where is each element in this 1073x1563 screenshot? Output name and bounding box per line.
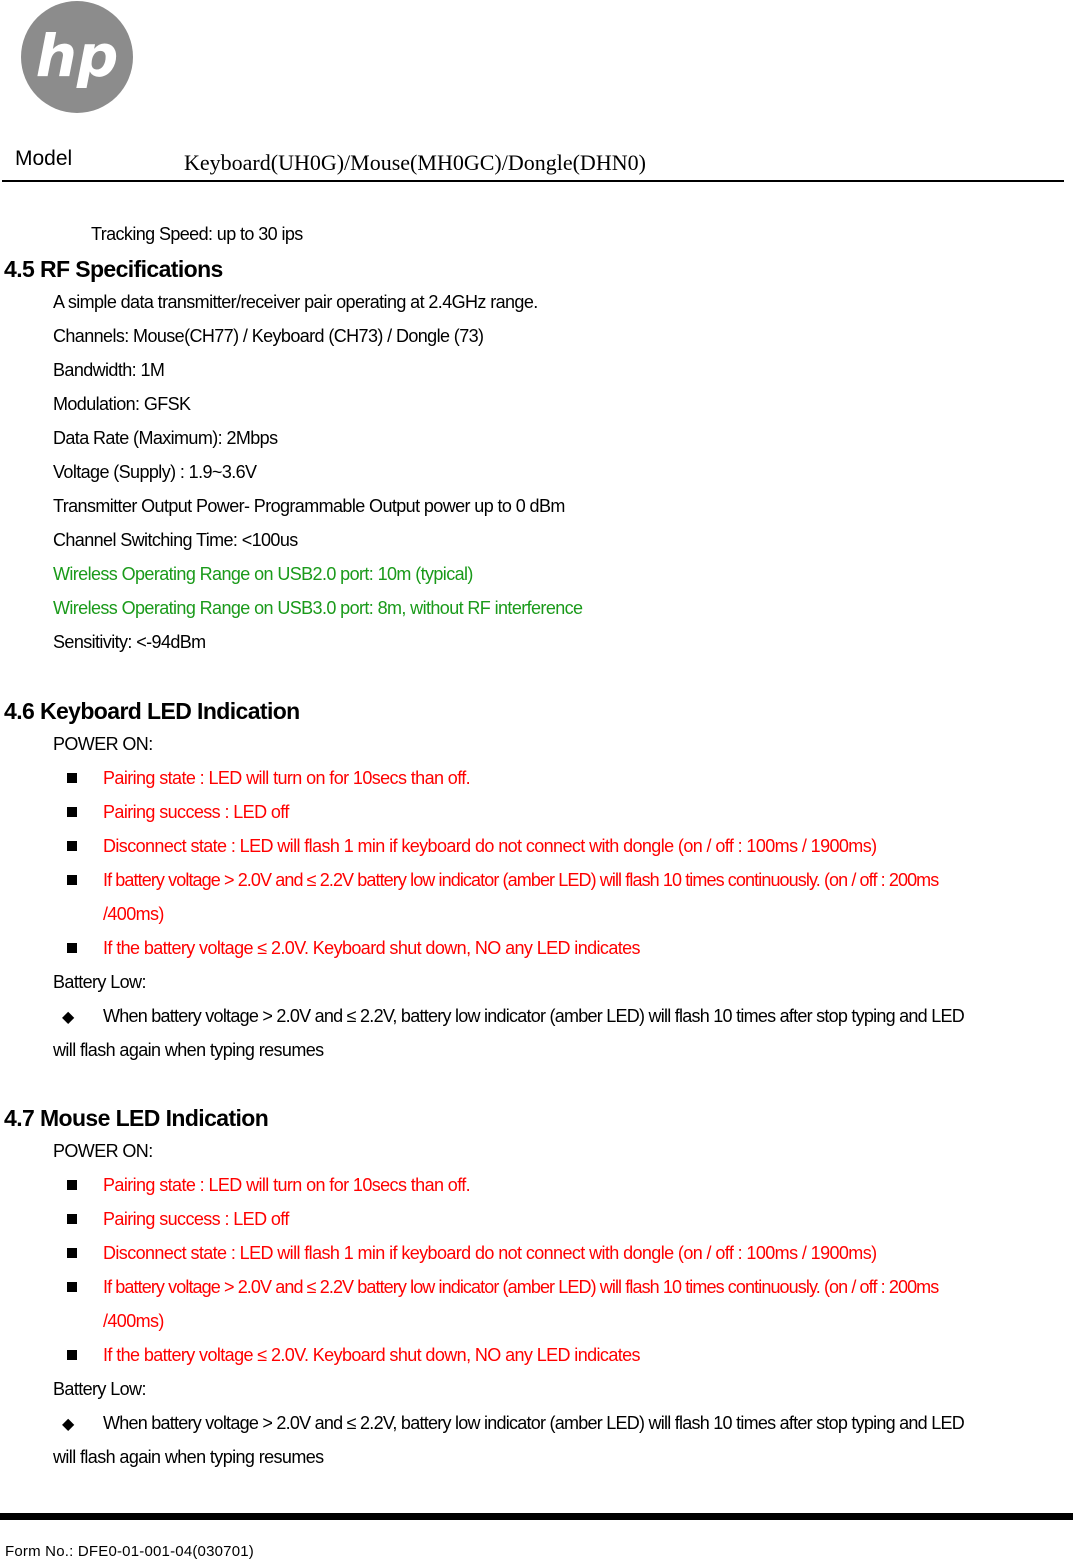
diamond-bullet-icon: ◆ [62, 1009, 75, 1026]
hp-logo [20, 0, 134, 114]
square-bullet-icon [67, 841, 77, 851]
model-label: Model [15, 147, 73, 170]
square-bullet-icon [67, 807, 77, 817]
header-divider [2, 180, 1064, 182]
rf-heading: 4.5 RF Specifications [4, 256, 223, 282]
keyboard-item: Disconnect state : LED will flash 1 min if keyboard do not connect with dongle (on / off : 100ms / 1900ms) [103, 836, 877, 856]
keyboard-battery-low: Battery Low: [53, 972, 146, 992]
rf-line: Voltage (Supply) : 1.9~3.6V [53, 462, 257, 482]
mouse-battery-line: will flash again when typing resumes [53, 1447, 324, 1467]
mouse-item: Disconnect state : LED will flash 1 min if keyboard do not connect with dongle (on / off : 100ms / 1900ms) [103, 1243, 877, 1263]
square-bullet-icon [67, 1180, 77, 1190]
rf-line: Data Rate (Maximum): 2Mbps [53, 428, 278, 448]
rf-line: Bandwidth: 1M [53, 360, 165, 380]
keyboard-heading: 4.6 Keyboard LED Indication [4, 698, 300, 724]
keyboard-battery-line: When battery voltage > 2.0V and ≤ 2.2V, battery low indicator (amber LED) will flash 10 times after stop typing and LED [103, 1006, 964, 1026]
square-bullet-icon [67, 1214, 77, 1224]
keyboard-power-on: POWER ON: [53, 734, 153, 754]
square-bullet-icon [67, 1282, 77, 1292]
form-number: Form No.: DFE0-01-001-04(030701) [5, 1543, 255, 1560]
rf-line-usb2: Wireless Operating Range on USB2.0 port: 10m (typical) [53, 564, 473, 584]
rf-line: Transmitter Output Power- Programmable Output power up to 0 dBm [53, 496, 565, 516]
mouse-battery-line: When battery voltage > 2.0V and ≤ 2.2V, battery low indicator (amber LED) will flash 10 times after stop typing and LED [103, 1413, 964, 1433]
keyboard-item: Pairing success : LED off [103, 802, 289, 822]
diamond-bullet-icon: ◆ [62, 1416, 75, 1433]
keyboard-item-cont: /400ms) [103, 904, 164, 924]
mouse-power-on: POWER ON: [53, 1141, 153, 1161]
rf-line: Channels: Mouse(CH77) / Keyboard (CH73) / Dongle (73) [53, 326, 484, 346]
mouse-item-cont: /400ms) [103, 1311, 164, 1331]
keyboard-battery-line: will flash again when typing resumes [53, 1040, 324, 1060]
square-bullet-icon [67, 1350, 77, 1360]
mouse-item: If the battery voltage ≤ 2.0V. Keyboard shut down, NO any LED indicates [103, 1345, 640, 1365]
mouse-heading: 4.7 Mouse LED Indication [4, 1105, 269, 1131]
rf-line: Sensitivity: <-94dBm [53, 632, 206, 652]
tracking-speed: Tracking Speed: up to 30 ips [91, 224, 303, 244]
square-bullet-icon [67, 943, 77, 953]
mouse-battery-low: Battery Low: [53, 1379, 146, 1399]
keyboard-item: Pairing state : LED will turn on for 10secs than off. [103, 768, 471, 788]
mouse-item: Pairing success : LED off [103, 1209, 289, 1229]
mouse-item: If battery voltage > 2.0V and ≤ 2.2V battery low indicator (amber LED) will flash 10 times continuously. (on / off : 200ms [103, 1277, 939, 1297]
keyboard-item: If the battery voltage ≤ 2.0V. Keyboard shut down, NO any LED indicates [103, 938, 640, 958]
rf-line-usb3: Wireless Operating Range on USB3.0 port: 8m, without RF interference [53, 598, 583, 618]
square-bullet-icon [67, 1248, 77, 1258]
rf-line: A simple data transmitter/receiver pair operating at 2.4GHz range. [53, 292, 538, 312]
keyboard-item: If battery voltage > 2.0V and ≤ 2.2V battery low indicator (amber LED) will flash 10 times continuously. (on / off : 200ms [103, 870, 939, 890]
mouse-item: Pairing state : LED will turn on for 10secs than off. [103, 1175, 471, 1195]
square-bullet-icon [67, 875, 77, 885]
rf-line: Modulation: GFSK [53, 394, 191, 414]
square-bullet-icon [67, 773, 77, 783]
model-value: Keyboard(UH0G)/Mouse(MH0GC)/Dongle(DHN0) [184, 150, 646, 175]
footer-divider [0, 1513, 1073, 1520]
rf-line: Channel Switching Time: <100us [53, 530, 298, 550]
svg-text:hp: hp [35, 22, 119, 90]
